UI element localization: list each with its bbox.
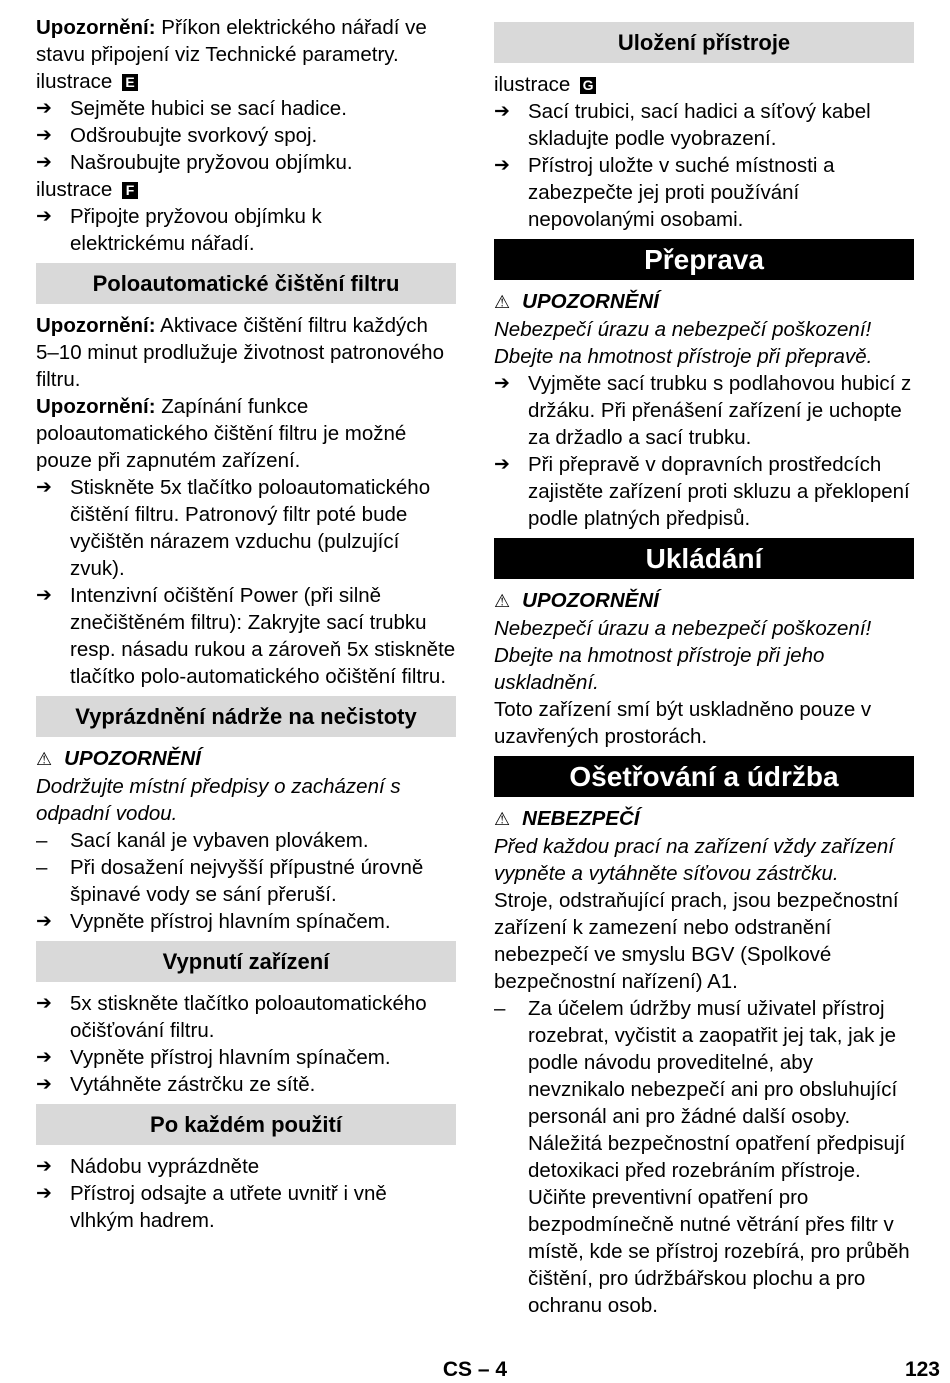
intro-note: Upozornění: Příkon elektrického nářadí ve stavu připojení viz Technické parametry. (36, 16, 427, 66)
warning-title: ⚠ UPOZORNĚNÍ (494, 589, 659, 612)
filter-note-2: Upozornění: Zapínání funkce poloautomatického čištění filtru je možné pouze při zapnutém zařízení. (36, 395, 407, 472)
arrow-icon: ➔ (494, 373, 510, 394)
arrow-icon: ➔ (36, 585, 52, 606)
dash-item: – Za účelem údržby musí uživatel přístroj rozebrat, vyčistit a zaopatřit jej tak, jak je podle návodu proveditelné, aby nevznikalo nebezpečí ani pro obsluhující personál ani pro žádné další osoby. Náležitá bezpečnostní opatření předpisují detoxikaci před rozebráním přístroje. Učiňte preventivní opatření pro bezpodmínečně nutné větrání přes filtr v místě, kde se přístroj rozebírá, pro průběh čištění, pro údržbářskou plochu a pro ochranu osob. (494, 997, 910, 1317)
section-heading-care: Ošetřování a údržba (494, 756, 914, 797)
arrow-icon: ➔ (36, 1047, 52, 1068)
section-heading-filter: Poloautomatické čištění filtru (36, 263, 456, 304)
warning-icon: ⚠ (494, 292, 511, 312)
step-item: ➔ Přístroj uložte v suché místnosti a zabezpečte jej proti používání nepovolanými osobami. (494, 154, 835, 231)
storage-body: Toto zařízení smí být uskladněno pouze v uzavřených prostorách. (494, 698, 872, 748)
section-heading-after-use: Po každém použití (36, 1104, 456, 1145)
illustration-g-icon: G (580, 77, 596, 94)
step-item: ➔ 5x stiskněte tlačítko poloautomatického očišťování filtru. (36, 992, 427, 1042)
care-body: Stroje, odstraňující prach, jsou bezpečnostní zařízení k zamezení nebo odstranění nebezpečí ve smyslu BGV (Spolkové bezpečnostní nařízení) A1. (494, 889, 899, 993)
danger-text: Před každou prací na zařízení vždy zařízení vypněte a vytáhněte síťovou zástrčku. (494, 835, 894, 885)
arrow-icon: ➔ (36, 993, 52, 1014)
arrow-icon: ➔ (36, 911, 52, 932)
step-item: ➔ Vypněte přístroj hlavním spínačem. (36, 910, 391, 933)
step-item: ➔ Sací trubici, sací hadici a síťový kabel skladujte podle vyobrazení. (494, 100, 871, 150)
arrow-icon: ➔ (36, 98, 52, 119)
arrow-icon: ➔ (36, 125, 52, 146)
arrow-icon: ➔ (36, 1183, 52, 1204)
left-column (36, 14, 456, 1234)
arrow-icon: ➔ (494, 101, 510, 122)
section-heading-empty: Vyprázdnění nádrže na nečistoty (36, 696, 456, 737)
step-item: ➔ Vypněte přístroj hlavním spínačem. (36, 1046, 391, 1069)
warning-text: Nebezpečí úrazu a nebezpečí poškození! Dbejte na hmotnost přístroje při přepravě. (494, 318, 873, 368)
section-heading-off: Vypnutí zařízení (36, 941, 456, 982)
arrow-icon: ➔ (36, 1156, 52, 1177)
step-item: ➔ Vytáhněte zástrčku ze sítě. (36, 1073, 316, 1096)
step-item: ➔ Stiskněte 5x tlačítko poloautomatického čištění filtru. Patronový filtr poté bude vyčištěn nárazem vzduchu (pulzující zvuk). (36, 476, 431, 580)
dash-item: – Sací kanál je vybaven plovákem. (36, 829, 369, 852)
warning-icon: ⚠ (36, 749, 53, 769)
section-heading-storage: Ukládání (494, 538, 914, 579)
arrow-icon: ➔ (36, 1074, 52, 1095)
filter-note-1: Upozornění: Aktivace čištění filtru každých 5–10 minut prodlužuje životnost patronového filtru. (36, 314, 444, 391)
warning-icon: ⚠ (494, 809, 511, 829)
dash-bullet: – (494, 997, 506, 1020)
section-heading-store: Uložení přístroje (494, 22, 914, 63)
step-item: ➔ Přístroj odsajte a utřete uvnitř i vně vlhkým hadrem. (36, 1182, 387, 1232)
danger-title: ⚠ NEBEZPEČÍ (494, 807, 640, 830)
illustration-ref-g: ilustrace G (494, 71, 914, 98)
arrow-icon: ➔ (494, 155, 510, 176)
dash-bullet: – (36, 829, 48, 852)
warning-text: Dodržujte místní předpisy o zacházení s odpadní vodou. (36, 775, 401, 825)
warning-icon: ⚠ (494, 591, 511, 611)
dash-bullet: – (36, 856, 48, 879)
step-item: ➔ Sejměte hubici se sací hadice. (36, 97, 347, 120)
illustration-e-icon: E (122, 74, 138, 91)
warning-text: Nebezpečí úrazu a nebezpečí poškození! Dbejte na hmotnost přístroje při jeho uskladnění. (494, 617, 872, 694)
step-item: ➔ Připojte pryžovou objímku k elektrickému nářadí. (36, 205, 322, 255)
warning-title: ⚠ UPOZORNĚNÍ (494, 290, 659, 313)
step-item: ➔ Intenzivní očištění Power (při silně znečištěném filtru): Zakryjte sací trubku resp. násadu rukou a zároveň 5x stiskněte tlačítko polo-automatického očištění filtru. (36, 584, 456, 688)
warning-title: ⚠ UPOZORNĚNÍ (36, 747, 201, 770)
step-item: ➔ Odšroubujte svorkový spoj. (36, 124, 318, 147)
page-number: 123 (904, 1358, 940, 1381)
dash-item: – Při dosažení nejvyšší přípustné úrovně špinavé vody se sání přeruší. (36, 856, 424, 906)
step-item: ➔ Vyjměte sací trubku s podlahovou hubicí z držáku. Při přenášení zařízení je uchopte za držadlo a sací trubku. (494, 372, 912, 449)
arrow-icon: ➔ (36, 152, 52, 173)
arrow-icon: ➔ (36, 477, 52, 498)
illustration-ref-f: ilustrace F (36, 176, 456, 203)
arrow-icon: ➔ (36, 206, 52, 227)
illustration-f-icon: F (122, 182, 138, 199)
step-item: ➔ Při přepravě v dopravních prostředcích zajistěte zařízení proti skluzu a překlopení podle platných předpisů. (494, 453, 910, 530)
footer-language-page: CS – 4 (442, 1358, 508, 1381)
step-item: ➔ Našroubujte pryžovou objímku. (36, 151, 353, 174)
step-item: ➔ Nádobu vyprázdněte (36, 1155, 260, 1178)
illustration-ref-e: ilustrace E (36, 68, 456, 95)
section-heading-transport: Přeprava (494, 239, 914, 280)
arrow-icon: ➔ (494, 454, 510, 475)
right-column (494, 14, 914, 1319)
